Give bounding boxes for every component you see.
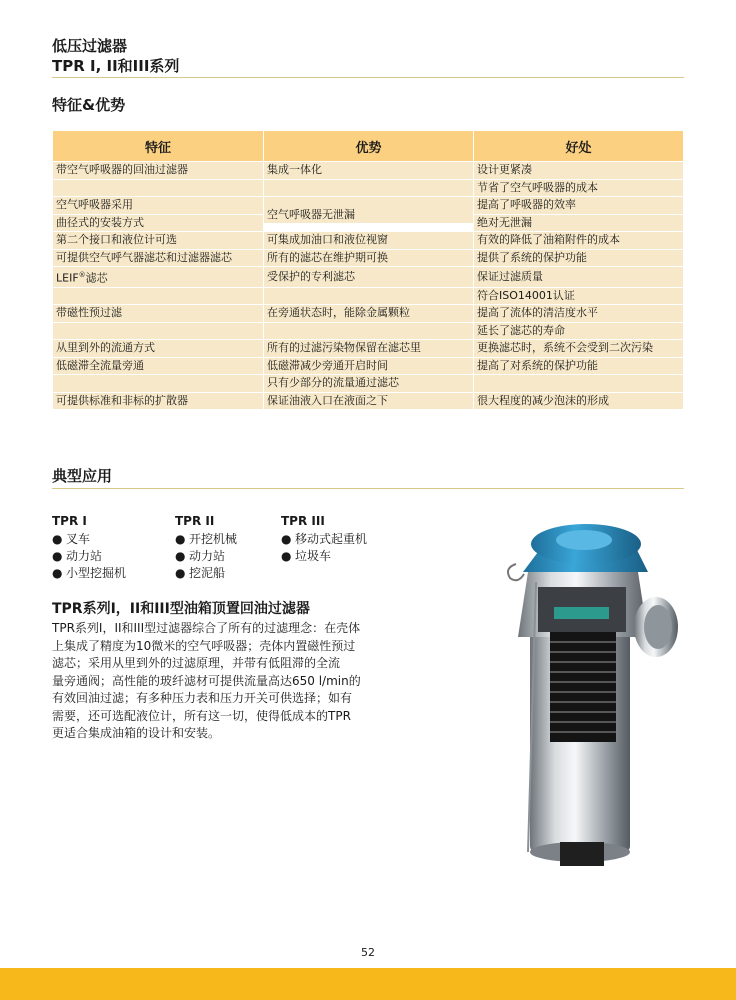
table-row	[53, 340, 683, 357]
advantage-cell: 可集成加油口和液位视窗	[264, 232, 473, 249]
list-item: ● 叉车	[52, 532, 91, 546]
feature-cell	[53, 375, 263, 392]
benefit-cell: 保证过滤质量	[474, 267, 683, 287]
feature-cell: 空气呼吸器采用	[53, 197, 263, 214]
advantage-cell: 只有少部分的流量通过滤芯	[264, 375, 473, 392]
feature-cell	[53, 288, 263, 305]
advantage-cell: 集成一体化	[264, 162, 473, 179]
table-row	[53, 180, 683, 197]
feature-cell: 带空气呼吸器的回油过滤器	[53, 162, 263, 179]
advantage-cell	[264, 180, 473, 197]
app-group-tpr2	[175, 514, 237, 582]
page-subtitle: TPR I, II和III系列	[52, 57, 180, 75]
app-group-title: TPR I	[52, 514, 87, 528]
page-number: 52	[361, 946, 375, 959]
table-row	[53, 267, 683, 287]
feature-cell: 带磁性预过滤	[53, 305, 263, 322]
benefit-cell: 提高了呼吸器的效率	[474, 197, 683, 214]
list-item: ● 动力站	[175, 549, 226, 563]
column-header-advantage: 优势	[264, 131, 473, 161]
table-row	[53, 232, 683, 249]
features-table-header	[53, 131, 683, 161]
advantage-cell: 受保护的专利滤芯	[264, 267, 473, 287]
features-table	[52, 130, 684, 410]
app-group-title: TPR II	[175, 514, 215, 528]
bullet-icon: ●	[52, 532, 63, 546]
benefit-cell: 提高了对系统的保护功能	[474, 358, 683, 375]
table-row	[53, 358, 683, 375]
feature-cell: 第二个接口和液位计可选	[53, 232, 263, 249]
benefit-cell: 很大程度的减少泡沫的形成	[474, 393, 683, 410]
description-heading: TPR系列I，II和III型油箱顶置回油过滤器	[52, 601, 310, 617]
table-row	[53, 375, 683, 392]
list-item: ● 动力站	[52, 549, 103, 563]
app-group-tpr1	[52, 514, 126, 582]
benefit-cell: 延长了滤芯的寿命	[474, 323, 683, 340]
feature-cell: 可提供标准和非标的扩散器	[53, 393, 263, 410]
advantage-cell	[264, 288, 473, 305]
footer-accent-bar	[0, 968, 736, 1000]
benefit-cell: 符合ISO14001认证	[474, 288, 683, 305]
list-item: ● 小型挖掘机	[52, 566, 127, 580]
filter-product-image	[488, 512, 688, 882]
list-item: ● 移动式起重机	[281, 532, 368, 546]
description-paragraph: TPR系列I，II和III型过滤器综合了所有的过滤理念：在壳体 上集成了精度为10微米的空气呼吸器；壳体内置磁性预过 滤芯；采用从里到外的过滤原理，并带有低阻滞的全流 量旁通阀；高性能的玻纤滤材可提供流量高达650 l/min的 有效回油过滤；有多种压力表和压力开关可供选择；如有 需要，还可选配液位计，所有这一切，使得低成本的TPR 更适合集成油箱的设计和安装。	[52, 621, 361, 740]
registered-mark: ®	[78, 271, 86, 279]
table-row	[53, 323, 683, 340]
leif-suffix: 滤芯	[85, 271, 108, 285]
feature-cell: 低磁滞全流量旁通	[53, 358, 263, 375]
bullet-icon: ●	[52, 549, 63, 563]
advantage-cell: 空气呼吸器无泄漏	[264, 207, 473, 224]
applications-heading: 典型应用	[52, 467, 113, 485]
benefit-cell: 有效的降低了油箱附件的成本	[474, 232, 683, 249]
table-row	[53, 393, 683, 410]
column-header-benefit: 好处	[474, 131, 683, 161]
table-row	[53, 162, 683, 179]
feature-cell: 可提供空气呼气器滤芯和过滤器滤芯	[53, 250, 263, 267]
table-row	[53, 288, 683, 305]
page-title: 低压过滤器	[52, 37, 128, 55]
app-group-title: TPR III	[281, 514, 325, 528]
list-item: ● 垃圾车	[281, 549, 332, 563]
feature-cell	[53, 267, 263, 287]
features-heading: 特征&优势	[52, 96, 126, 114]
table-row	[53, 305, 683, 322]
applications-divider	[52, 488, 684, 489]
benefit-cell: 绝对无泄漏	[474, 215, 683, 232]
bullet-icon: ●	[281, 532, 292, 546]
benefit-cell: 提供了系统的保护功能	[474, 250, 683, 267]
feature-cell	[53, 180, 263, 197]
bullet-icon: ●	[175, 549, 186, 563]
benefit-cell: 节省了空气呼吸器的成本	[474, 180, 683, 197]
benefit-cell: 更换滤芯时，系统不会受到二次污染	[474, 340, 683, 357]
title-divider	[52, 77, 684, 78]
advantage-cell: 所有的过滤污染物保留在滤芯里	[264, 340, 473, 357]
list-item: ● 开挖机械	[175, 532, 238, 546]
advantage-cell: 在旁通状态时，能除金属颗粒	[264, 305, 473, 322]
filter-illustration	[488, 512, 688, 882]
feature-cell: 曲径式的安装方式	[53, 215, 263, 232]
benefit-cell: 提高了流体的清洁度水平	[474, 305, 683, 322]
leif-brand: LEIF	[56, 271, 79, 285]
bullet-icon: ●	[281, 549, 292, 563]
feature-cell	[53, 323, 263, 340]
advantage-cell	[264, 323, 473, 340]
table-row	[53, 215, 683, 232]
benefit-cell	[474, 375, 683, 392]
app-group-tpr3	[281, 514, 367, 565]
list-item: ● 挖泥船	[175, 566, 226, 580]
bullet-icon: ●	[175, 566, 186, 580]
advantage-cell: 低磁滞减少旁通开启时间	[264, 358, 473, 375]
feature-cell: 从里到外的流通方式	[53, 340, 263, 357]
column-header-feature: 特征	[53, 131, 263, 161]
bullet-icon: ●	[175, 532, 186, 546]
advantage-cell: 所有的滤芯在维护期可换	[264, 250, 473, 267]
benefit-cell: 设计更紧凑	[474, 162, 683, 179]
bullet-icon: ●	[52, 566, 63, 580]
advantage-cell: 保证油液入口在液面之下	[264, 393, 473, 410]
table-row	[53, 250, 683, 267]
